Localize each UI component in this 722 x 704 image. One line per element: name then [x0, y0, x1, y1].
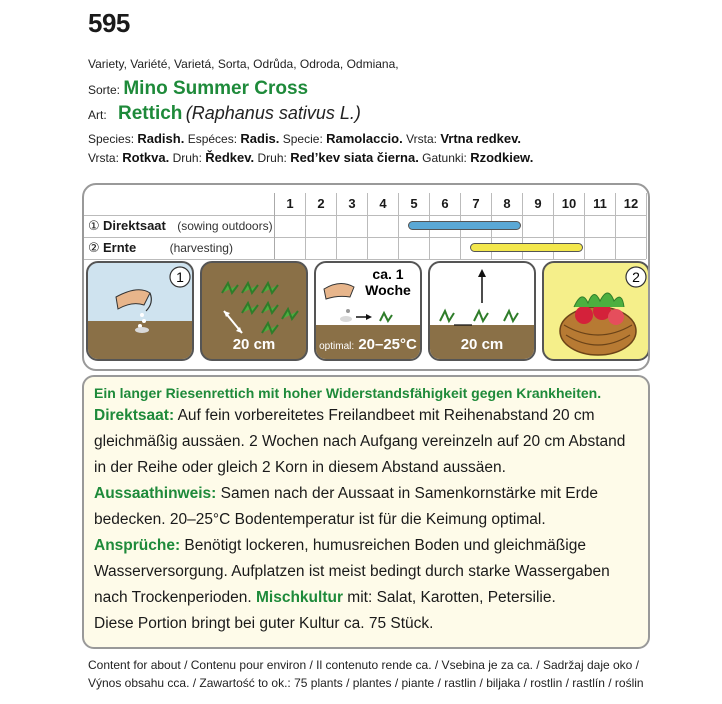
month-grid	[274, 193, 646, 259]
step-badge: 2	[632, 269, 640, 285]
spacing-caption: 20 cm	[232, 336, 276, 353]
month-header: 11	[593, 196, 607, 211]
sorte-label: Sorte:	[88, 83, 121, 97]
row-sub: (harvesting)	[169, 241, 233, 255]
species-value: Rotkva.	[122, 150, 170, 165]
species-label: Vrsta:	[88, 151, 119, 165]
art-line	[88, 103, 361, 125]
step-badge: 1	[176, 269, 184, 285]
footer-line-2: Výnos obsahu cca. / Zawartość to ok.: 75 plants / plantes / piante / rastlin / biljaka / rostlin / rastlín / roślin	[88, 676, 644, 690]
product-code: 595	[88, 8, 130, 38]
thinning-caption: 20 cm	[460, 336, 504, 353]
species-label: Specie:	[282, 132, 323, 146]
temperature-value: 20–25°C	[358, 336, 417, 353]
section-text: Benötigt lockeren, humusreichen Boden und gleichmäßige Wasserversorgung. Aufplatzen ist meist bedingt durch starke Wassergaben nach Trockenperioden.	[94, 537, 610, 606]
duration-line1: ca. 1	[372, 266, 404, 282]
month-header: 3	[348, 196, 356, 211]
species-label: Espéces:	[187, 132, 238, 146]
species-label: Druh:	[172, 151, 202, 165]
species-value: Rzodkiew.	[470, 150, 534, 165]
row-name: Direktsaat	[103, 218, 166, 233]
description-paragraph	[94, 403, 640, 637]
variety-line: Variety, Variété, Varietá, Sorta, Odrůda, Odroda, Odmiana,	[88, 57, 399, 71]
month-header: 10	[561, 196, 577, 211]
month-header: 1	[286, 196, 294, 211]
species-value: Ředkev.	[205, 150, 255, 165]
month-column	[306, 193, 337, 259]
month-header: 12	[623, 196, 639, 211]
species-label: Gatunki:	[422, 151, 467, 165]
month-header: 5	[410, 196, 418, 211]
row-symbol: ①	[88, 218, 100, 233]
section-text: mit: Salat, Karotten, Petersilie.	[342, 589, 556, 606]
month-column	[616, 193, 647, 259]
variety-name: Mino Summer Cross	[123, 78, 309, 99]
art-label: Art:	[88, 108, 107, 122]
species-label: Druh:	[257, 151, 287, 165]
species-label: Species:	[88, 132, 135, 146]
species-value: Red’kev siata čierna.	[290, 150, 419, 165]
description-headline: Ein langer Riesenrettich mit hoher Widerstandsfähigkeit gegen Krankheiten.	[94, 385, 602, 401]
row-name: Ernte	[103, 240, 137, 255]
species-value: Vrtna redkev.	[440, 131, 522, 146]
species-value: Ramolaccio.	[326, 131, 403, 146]
panel-germination	[314, 261, 422, 361]
row-sub: (sowing outdoors)	[177, 219, 273, 233]
section-text: Auf fein vorbereitetes Freilandbeet mit Reihenabstand 20 cm gleichmäßig aussäen. 2 Wochen nach Aufgang vereinzeln auf 20 cm Abstand in der Reihe oder gleich 2 Korn in diesem Abstand aussäen.	[94, 407, 626, 476]
footer-line-1: Content for about / Contenu pour environ / Il contenuto rende ca. / Vsebina je za ca. / Sadržaj daje oko /	[88, 658, 640, 672]
panel-spacing	[200, 261, 308, 361]
temperature-label: optimal:	[319, 341, 355, 352]
section-label: Aussaathinweis:	[94, 485, 217, 502]
harvest-period-bar	[470, 243, 583, 252]
sorte-line	[88, 78, 308, 100]
month-column	[275, 193, 306, 259]
section-label: Ansprüche:	[94, 537, 181, 554]
section-label: Mischkultur	[256, 589, 343, 606]
month-column	[337, 193, 368, 259]
species-value: Radis.	[240, 131, 280, 146]
species-label: Vrsta:	[406, 132, 437, 146]
month-header: 8	[503, 196, 511, 211]
temperature-caption	[316, 336, 420, 353]
latin-name: (Raphanus sativus L.)	[185, 103, 361, 123]
species-value: Radish.	[137, 131, 185, 146]
portion-text: Diese Portion bringt bei guter Kultur ca. 75 Stück.	[94, 615, 434, 632]
divider	[84, 259, 646, 260]
month-header: 2	[317, 196, 325, 211]
month-column	[585, 193, 616, 259]
section-label: Direktsaat:	[94, 407, 175, 424]
month-header: 4	[379, 196, 387, 211]
section-text: Samen nach der Aussaat in Samenkornstärke mit Erde bedecken. 20–25°C Bodentemperatur ist für die Keimung optimal.	[94, 485, 598, 528]
month-header: 9	[534, 196, 542, 211]
description-box	[82, 375, 650, 649]
species-translations-2	[88, 150, 533, 165]
species-name: Rettich	[118, 103, 183, 124]
month-header: 6	[441, 196, 449, 211]
panel-harvest	[542, 261, 650, 361]
sowing-period-bar	[408, 221, 521, 230]
panel-sowing	[86, 261, 194, 361]
panel-thinning	[428, 261, 536, 361]
row-label-ernte	[88, 237, 274, 259]
row-symbol: ②	[88, 240, 100, 255]
duration-line2: Woche	[365, 282, 411, 298]
species-translations-1	[88, 131, 521, 146]
sowing-calendar	[82, 183, 650, 371]
month-header: 7	[472, 196, 480, 211]
month-column	[368, 193, 399, 259]
row-label-direktsaat	[88, 215, 274, 237]
